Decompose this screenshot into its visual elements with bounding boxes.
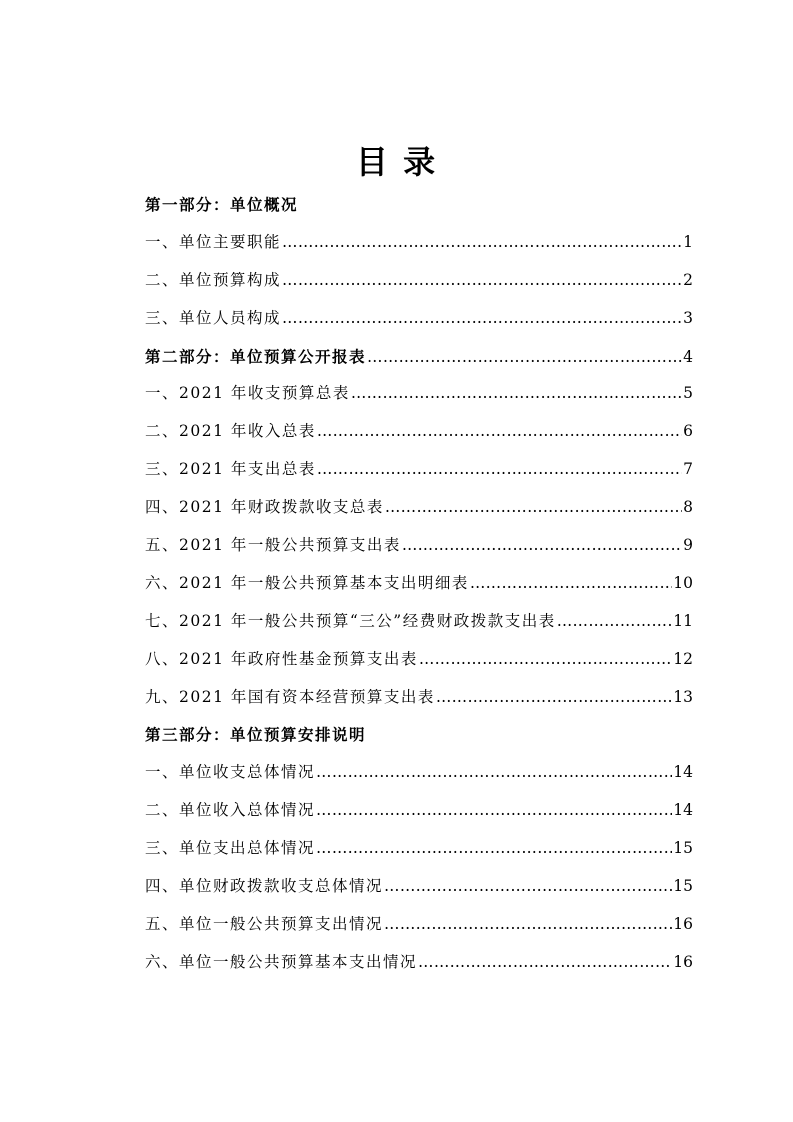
- toc-entry[interactable]: [145, 603, 693, 641]
- toc-page-number: 16: [673, 914, 693, 933]
- toc-entry-label: 四、单位财政拨款收支总体情况: [145, 877, 384, 896]
- toc-section-heading[interactable]: [145, 716, 693, 754]
- toc-page-number: 7: [683, 460, 693, 479]
- toc-page-number: 10: [673, 573, 693, 592]
- toc-entry-label: 九、2021 年国有资本经营预算支出表: [145, 687, 435, 706]
- toc-page-number: 12: [673, 649, 693, 668]
- toc-entry-label: 二、单位收入总体情况: [145, 801, 316, 820]
- toc-entry[interactable]: [145, 754, 693, 792]
- toc-dot-leader: [402, 527, 682, 565]
- toc-page-number: 11: [673, 611, 693, 630]
- toc-entry-label: 第二部分：单位预算公开报表: [145, 346, 367, 366]
- toc-entry-label: 二、2021 年收入总表: [145, 422, 316, 441]
- toc-dot-leader: [317, 413, 682, 451]
- toc-entry-label: 三、2021 年支出总表: [145, 460, 316, 479]
- toc-entry-label: 第三部分：单位预算安排说明: [145, 725, 367, 745]
- toc-entry[interactable]: [145, 489, 693, 527]
- toc-dot-leader: [282, 224, 682, 262]
- toc-dot-leader: [384, 906, 672, 944]
- toc-dot-leader: [316, 754, 672, 792]
- toc-dot-leader: [419, 641, 672, 679]
- toc-entry-label: 一、单位主要职能: [145, 232, 282, 251]
- toc-entry[interactable]: [145, 944, 693, 982]
- toc-entry[interactable]: [145, 300, 693, 338]
- toc-entry[interactable]: [145, 792, 693, 830]
- toc-entry[interactable]: [145, 413, 693, 451]
- toc-page-number: 5: [683, 384, 693, 403]
- toc-page-number: 1: [683, 232, 693, 251]
- toc-entry-label: 六、2021 年一般公共预算基本支出明细表: [145, 573, 469, 592]
- toc-page-number: 3: [683, 308, 693, 327]
- toc-entry[interactable]: [145, 679, 693, 717]
- toc-entry-label: 五、单位一般公共预算支出情况: [145, 914, 384, 933]
- toc-dot-leader: [316, 830, 672, 868]
- toc-entry[interactable]: [145, 224, 693, 262]
- toc-entry-label: 三、单位人员构成: [145, 308, 282, 327]
- toc-entry-label: 五、2021 年一般公共预算支出表: [145, 536, 401, 555]
- toc-entry[interactable]: [145, 868, 693, 906]
- table-of-contents: [145, 186, 693, 982]
- toc-page-number: 14: [673, 801, 693, 820]
- toc-entry[interactable]: [145, 262, 693, 300]
- toc-page-number: 2: [683, 270, 693, 289]
- toc-page-number: 15: [673, 877, 693, 896]
- toc-page-number: 15: [673, 839, 693, 858]
- toc-dot-leader: [316, 792, 672, 830]
- toc-dot-leader: [351, 375, 682, 413]
- toc-entry-label: 四、2021 年财政拨款收支总表: [145, 498, 384, 517]
- toc-section-heading[interactable]: [145, 186, 693, 224]
- toc-page-number: 6: [683, 422, 693, 441]
- toc-entry-label: 七、2021 年一般公共预算“三公”经费财政拨款支出表: [145, 611, 556, 630]
- toc-page-number: 8: [683, 498, 693, 517]
- toc-entry[interactable]: [145, 641, 693, 679]
- toc-entry[interactable]: [145, 906, 693, 944]
- toc-entry[interactable]: [145, 451, 693, 489]
- toc-section-heading[interactable]: [145, 338, 693, 376]
- toc-dot-leader: [418, 944, 672, 982]
- toc-entry-label: 六、单位一般公共预算基本支出情况: [145, 952, 418, 971]
- toc-dot-leader: [557, 603, 673, 641]
- toc-entry[interactable]: [145, 375, 693, 413]
- toc-dot-leader: [384, 868, 672, 906]
- toc-entry-label: 三、单位支出总体情况: [145, 839, 316, 858]
- toc-dot-leader: [317, 451, 682, 489]
- toc-dot-leader: [385, 489, 682, 527]
- toc-entry[interactable]: [145, 527, 693, 565]
- toc-dot-leader: [470, 565, 672, 603]
- toc-dot-leader: [282, 262, 682, 300]
- toc-page-number: 14: [673, 763, 693, 782]
- toc-entry[interactable]: [145, 830, 693, 868]
- toc-dot-leader: [367, 339, 682, 377]
- toc-entry-label: 第一部分：单位概况: [145, 195, 299, 214]
- toc-dot-leader: [282, 300, 682, 338]
- toc-page-number: 9: [683, 536, 693, 555]
- toc-entry-label: 二、单位预算构成: [145, 270, 282, 289]
- toc-page-number: 16: [673, 952, 693, 971]
- toc-entry-label: 一、2021 年收支预算总表: [145, 384, 350, 403]
- toc-entry[interactable]: [145, 565, 693, 603]
- toc-dot-leader: [436, 679, 672, 717]
- toc-page-number: 4: [683, 347, 693, 366]
- toc-entry-label: 一、单位收支总体情况: [145, 763, 316, 782]
- page-title: 目 录: [355, 143, 438, 181]
- toc-entry-label: 八、2021 年政府性基金预算支出表: [145, 649, 418, 668]
- toc-page-number: 13: [673, 687, 693, 706]
